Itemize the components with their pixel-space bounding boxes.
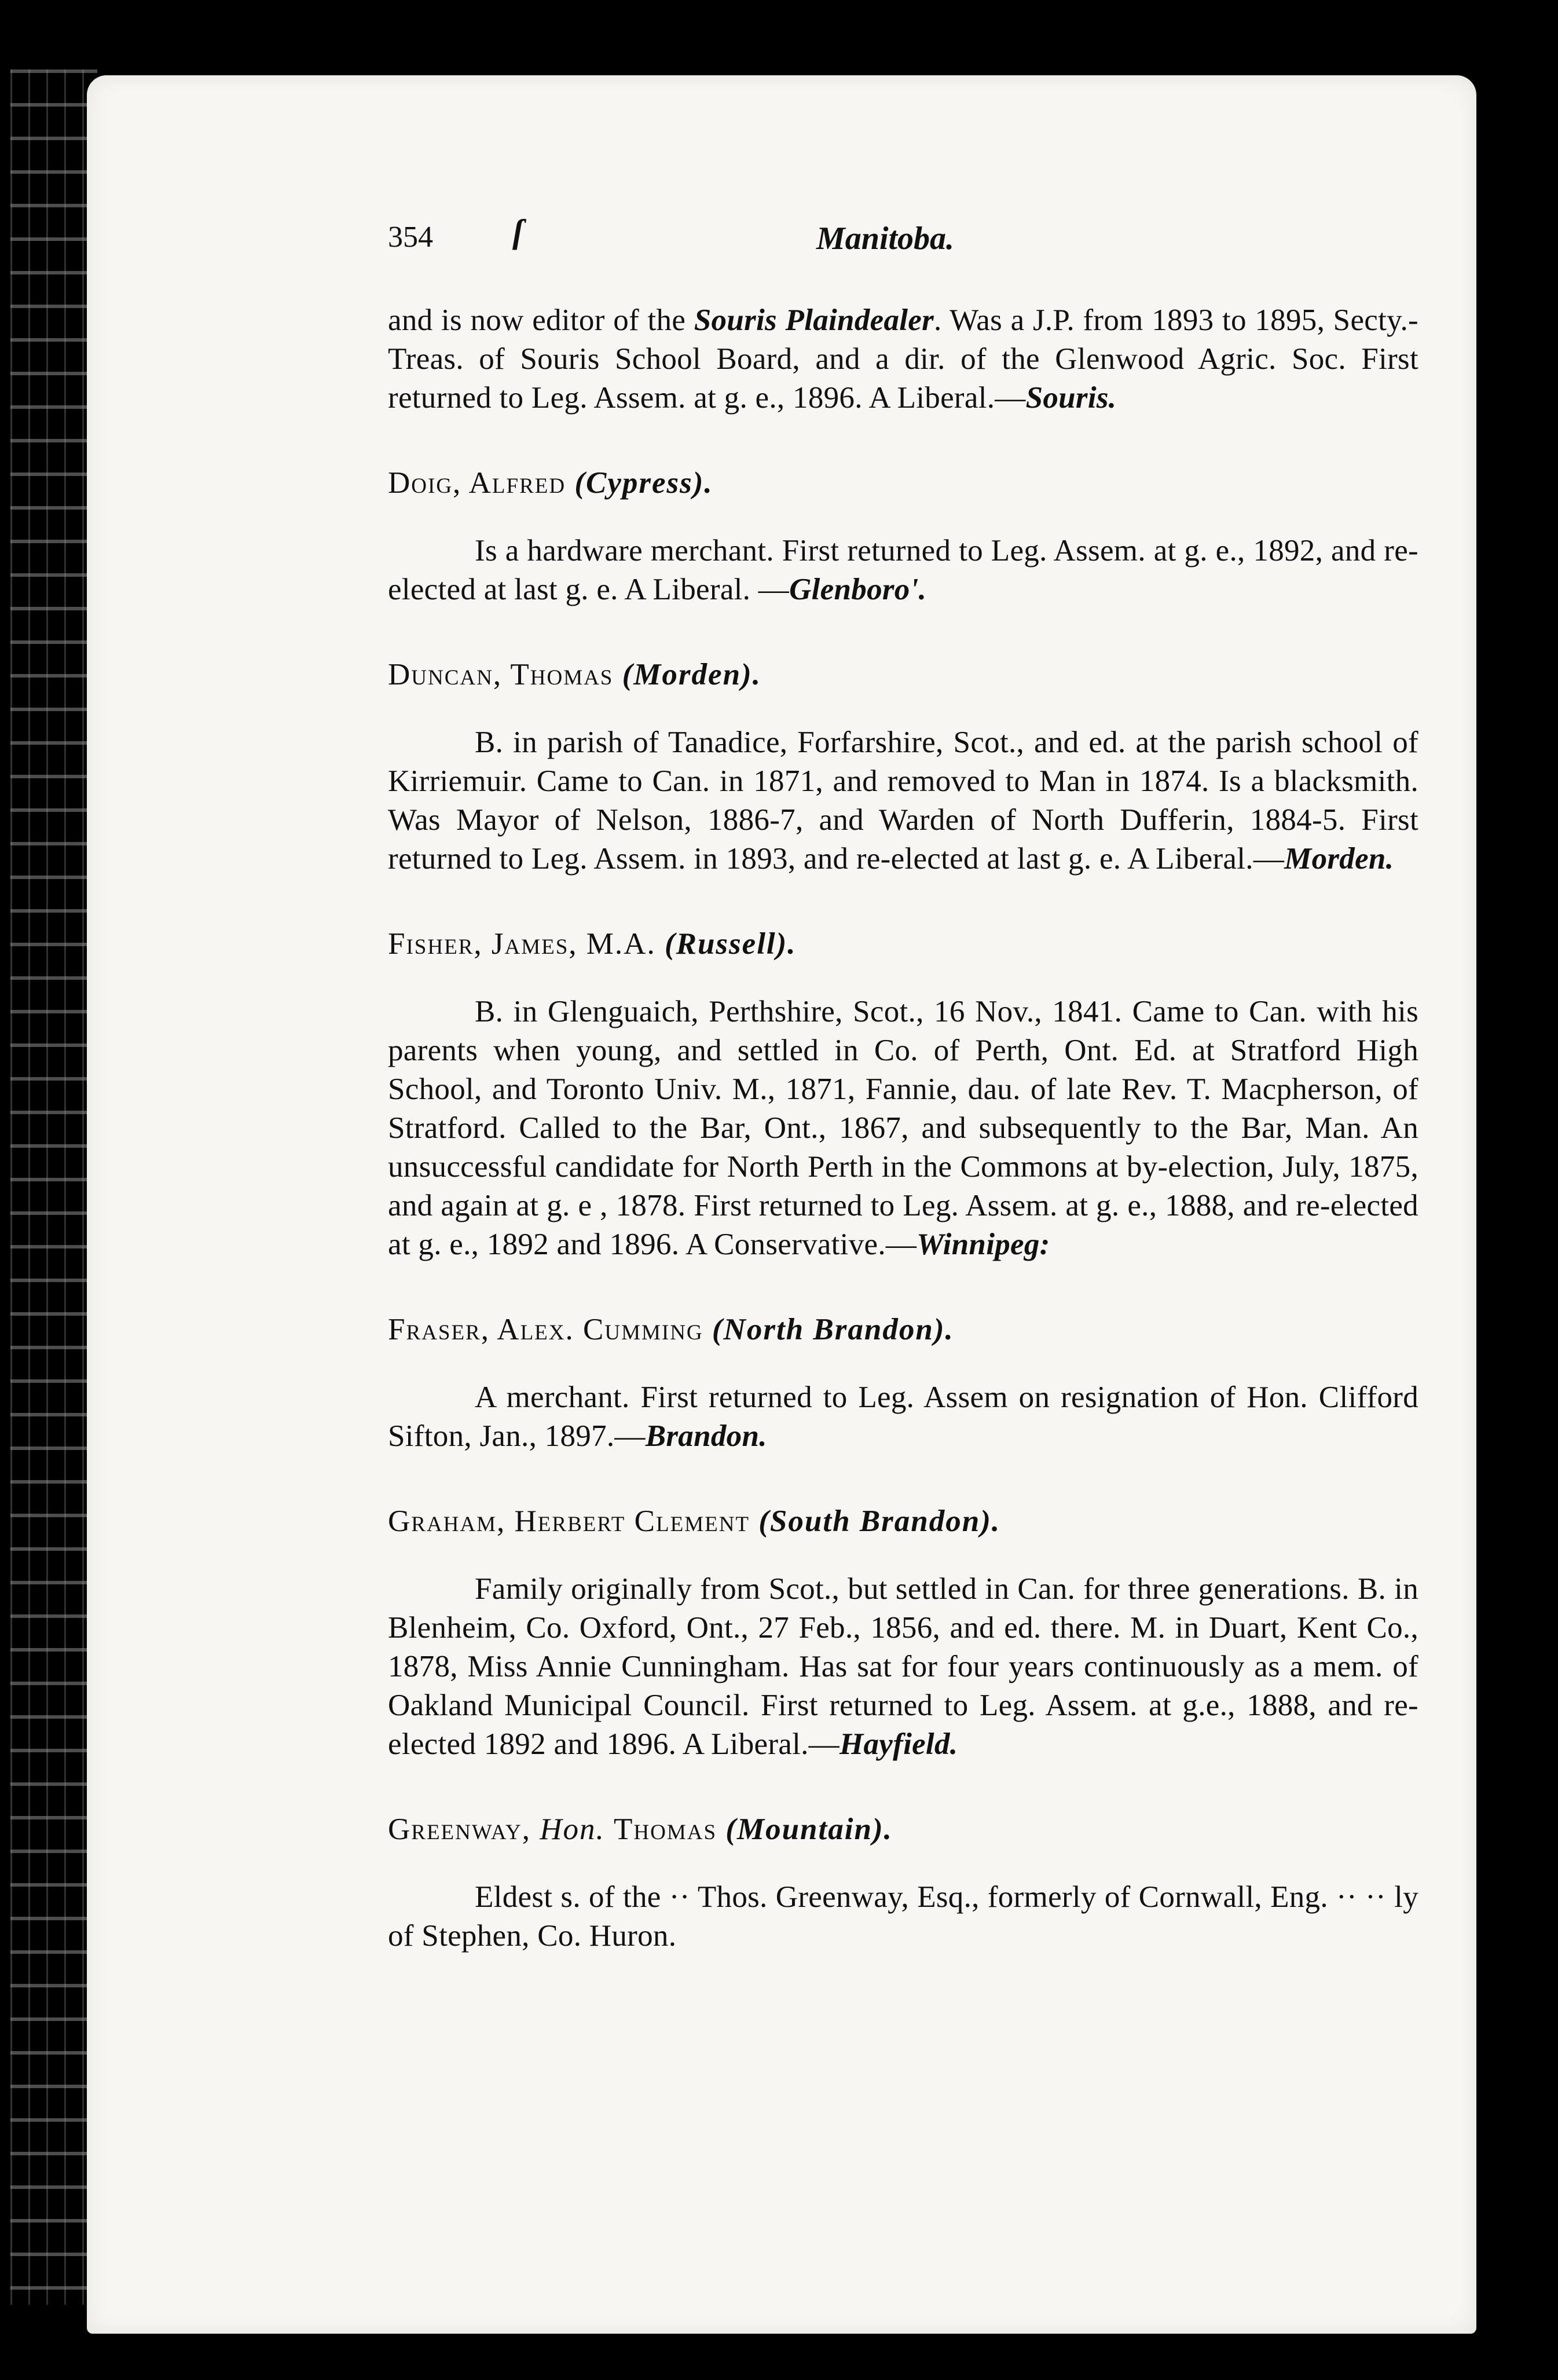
honorific: Hon. xyxy=(540,1813,605,1846)
page-mark: ſ xyxy=(512,213,524,250)
scan-gutter-edge xyxy=(10,69,97,2305)
constituency: (Russell). xyxy=(664,927,797,961)
residence-place: Souris. xyxy=(1025,381,1117,415)
member-name: Fraser, Alex. Cumming xyxy=(388,1313,703,1346)
constituency: (Mountain). xyxy=(725,1813,893,1846)
entry-body: B. in parish of Tanadice, Forfarshire, Scot., and ed. at the parish school of Kirriemuir. Came to Can. in 1871, and removed to Man in 1874. Is a blacksmith. Was Mayor of Nelson, 1886-7, and Warden of North Dufferin, 1884-5. First returned to Leg. Assem. in 1893, and re-elected at last g. e. A Liberal.—Morden. xyxy=(388,726,1418,876)
residence-place: Glenboro'. xyxy=(789,573,927,606)
entry-heading xyxy=(388,925,1418,964)
running-head xyxy=(388,213,1418,266)
member-name: Greenway, xyxy=(388,1813,531,1846)
member-name: Graham, Herbert Clement xyxy=(388,1504,750,1538)
entry-body: A merchant. First returned to Leg. Assem on resignation of Hon. Clifford Sifton, Jan., 1897.—Brandon. xyxy=(388,1381,1418,1453)
member-name: Doig, Alfred xyxy=(388,466,566,500)
residence-place: Morden. xyxy=(1284,842,1394,876)
residence-place: Hayfield. xyxy=(839,1727,958,1761)
continuation-paragraph: and is now editor of the Souris Plaindealer. Was a J.P. from 1893 to 1895, Secty.-Treas. of Souris School Board, and a dir. of the Glenwood Agric. Soc. First returned to Leg. Assem. at g. e., 1896. A Liberal.—Souris. xyxy=(388,303,1418,415)
constituency: (Cypress). xyxy=(574,466,713,500)
entry-body: Is a hardware merchant. First returned to Leg. Assem. at g. e., 1892, and re-elected at last g. e. A Liberal. —Glenboro'. xyxy=(388,534,1418,606)
constituency: (Morden). xyxy=(622,658,761,691)
entry-heading xyxy=(388,1310,1418,1349)
residence-place: Winnipeg: xyxy=(917,1228,1050,1261)
member-name: Duncan, Thomas xyxy=(388,658,614,691)
running-title: Manitoba. xyxy=(816,221,955,257)
member-name: Thomas xyxy=(614,1813,717,1846)
entry-heading xyxy=(388,1502,1418,1541)
page-number: 354 xyxy=(388,221,433,254)
residence-place: Brandon. xyxy=(645,1419,767,1453)
constituency: (South Brandon). xyxy=(758,1504,1001,1538)
constituency: (North Brandon). xyxy=(712,1313,954,1346)
entry-body: Family originally from Scot., but settled in Can. for three generations. B. in Blenheim, Co. Oxford, Ont., 27 Feb., 1856, and ed. there. M. in Duart, Kent Co., 1878, Miss Annie Cunningham. Has sat for four years continuously as a mem. of Oakland Municipal Council. First returned to Leg. Assem. at g.e., 1888, and re-elected 1892 and 1896. A Liberal.—Hayfield. xyxy=(388,1572,1418,1761)
entry-heading xyxy=(388,656,1418,694)
newspaper-title: Souris Plaindealer xyxy=(694,303,934,337)
entry-heading xyxy=(388,464,1418,503)
entry-body: Eldest s. of the ·· Thos. Greenway, Esq., formerly of Cornwall, Eng. ·· ·· ly of Stephen, Co. Huron. xyxy=(388,1880,1418,1953)
entry-heading xyxy=(388,1810,1418,1849)
entry-body: B. in Glenguaich, Perthshire, Scot., 16 Nov., 1841. Came to Can. with his parents when young, and settled in Co. of Perth, Ont. Ed. at Stratford High School, and Toronto Univ. M., 1871, Fannie, dau. of late Rev. T. Macpherson, of Stratford. Called to the Bar, Ont., 1867, and subsequently to the Bar, Man. An unsuccessful candidate for North Perth in the Commons at by-election, July, 1875, and again at g. e , 1878. First returned to Leg. Assem. at g. e., 1888, and re-elected at g. e., 1892 and 1896. A Conservative.—Winnipeg: xyxy=(388,995,1418,1261)
page-content xyxy=(388,213,1418,1956)
member-name: Fisher, James, M.A. xyxy=(388,927,656,961)
